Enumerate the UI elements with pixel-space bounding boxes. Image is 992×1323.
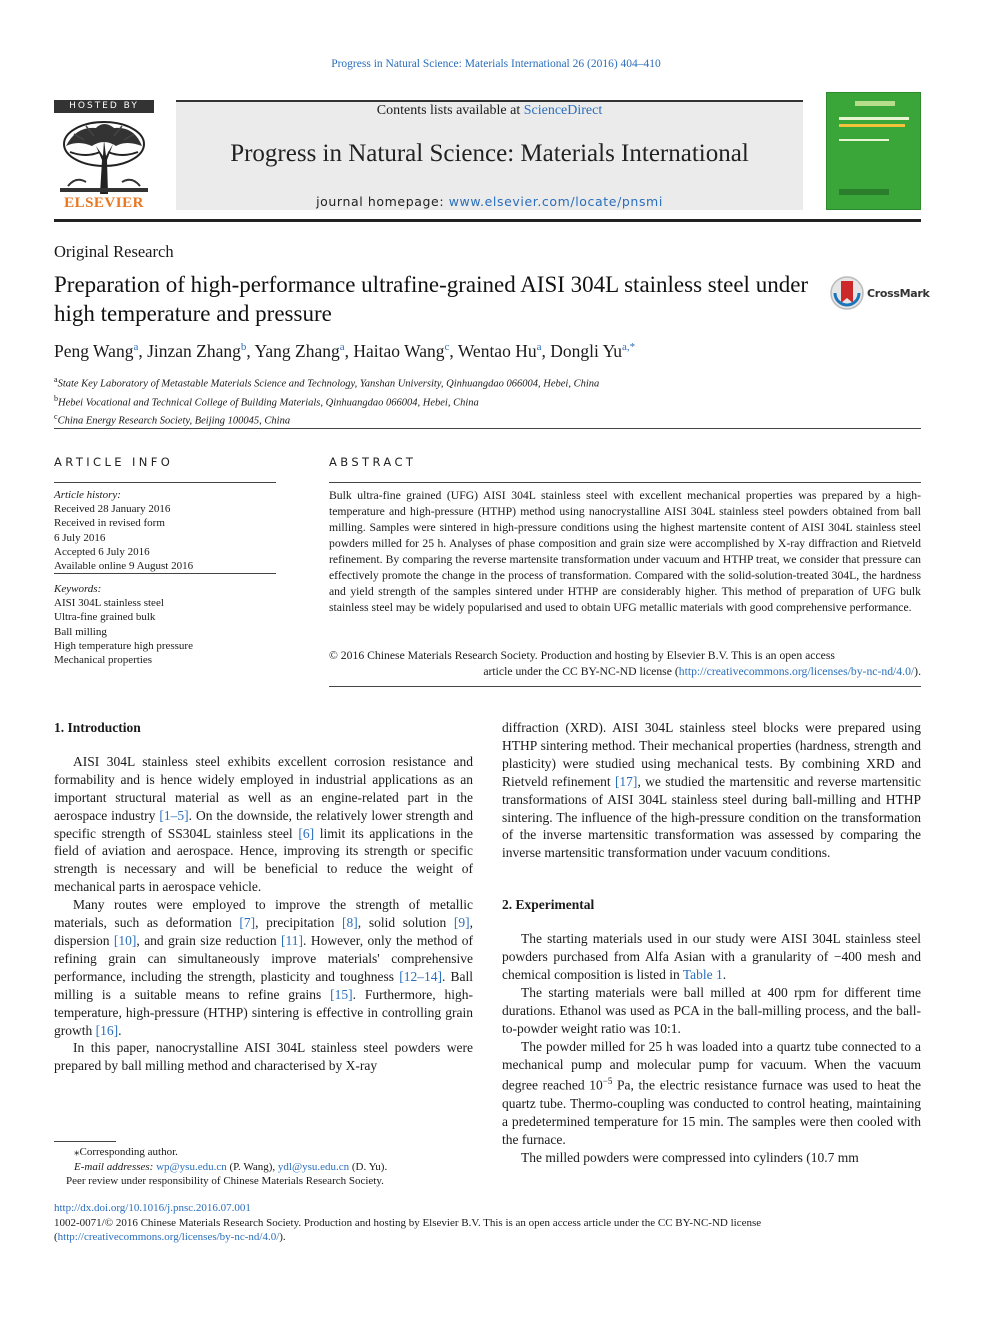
elsevier-tree-icon <box>56 116 152 194</box>
text-run: The starting materials were ball milled at 400 rpm for different time durations. Ethanol was used as PCA in the ball-milling process, and the ball-to-powder weight ratio was 10:1. <box>502 984 921 1036</box>
abstract-rule-top <box>329 482 921 483</box>
author-separator: , <box>344 341 354 361</box>
affiliation-marker: c <box>54 412 58 421</box>
text-run: Many routes were employed to improve the strength of metallic materials, such as deformation <box>54 897 473 931</box>
text-run: , we studied the martensitic and reverse martensitic transformations of AISI 304L stainless steel during ball-milling and HTHP sintering. The influence of the high-pressure condition on the transformation of the inverse martensitic transformation was assessed by comparing the inverse martensitic transformation under vacuum conditions. <box>502 773 921 861</box>
keyword-item: Mechanical properties <box>54 654 153 667</box>
issn-line: 1002-0071/© 2016 Chinese Materials Research Society. Production and hosting by Elsevier B.V. This is an open access article under the CC BY-NC-ND license <box>54 1216 762 1229</box>
license-link[interactable]: http://creativecommons.org/licenses/by-nc-nd/4.0/ <box>678 665 915 678</box>
introduction-heading: 1. Introduction <box>54 720 141 735</box>
text-run: . Ball milling is a suitable means to refine grains <box>54 968 474 1002</box>
affiliation-marker: b <box>54 393 58 403</box>
history-list <box>54 502 276 573</box>
text-run: , solid solution <box>357 915 454 931</box>
history-item: Received 28 January 2016 <box>54 503 171 516</box>
bottom-license-open: ( <box>54 1231 58 1243</box>
citation-link[interactable]: [11] <box>281 932 304 948</box>
author-name[interactable]: Yang Zhang <box>254 341 340 361</box>
text-run: The milled powders were compressed into cylinders (10.7 mm <box>521 1149 859 1165</box>
citation-link[interactable]: Table 1 <box>682 966 723 982</box>
intro-paragraph-3-continued <box>502 719 921 862</box>
affiliation-text: Hebei Vocational and Technical College of Building Materials, Qinhuangdao 066004, Hebei, China <box>58 397 479 408</box>
author-name[interactable]: Haitao Wang <box>353 341 445 361</box>
author-affiliation-marker[interactable]: a <box>339 341 345 354</box>
affiliations <box>54 373 599 429</box>
history-item: 6 July 2016 <box>54 531 106 544</box>
copyright-line-1: © 2016 Chinese Materials Research Society. Production and hosting by Elsevier B.V. This is an open access <box>329 649 835 662</box>
corresponding-author-note: ⁎Corresponding author. <box>74 1146 178 1158</box>
author-separator: , <box>541 341 551 361</box>
elsevier-wordmark: ELSEVIER <box>64 195 144 211</box>
text-run: . <box>722 966 727 982</box>
article-info-heading: ARTICLE INFO <box>54 455 174 469</box>
citation-link[interactable]: [12–14] <box>399 968 442 984</box>
journal-cover-thumbnail[interactable] <box>826 92 921 210</box>
experimental-heading: 2. Experimental <box>502 897 595 913</box>
info-rule-top <box>54 482 276 483</box>
article-type: Original Research <box>54 242 174 261</box>
abstract-text: Bulk ultra-fine grained (UFG) AISI 304L stainless steel with excellent mechanical properties was prepared by a high-temperature and high-pressure (HTHP) method using nanocrystalline AISI 304L stainless steel powders obtained from ball milling. Samples were sintered in high-pressure conditions using the highest martensite content of AISI 304L stainless steel powders milled for 25 h. Analyses of phase composition and grain size were accomplished by X-ray diffraction and Rietveld refinement. By comparing the reverse martensite transformation under vacuum and HTHP treat, we consider that pressure can effectively promote the change in the process of transformation. Compared with the solid-solution-treated 304L, the hardness and yield strength of the samples sintered under HTHP are considerably higher. This method of preparation of UFG bulk stainless steel may be widely popularised and used to obtain UFG metallic materials with good comprehensive performance. <box>329 489 921 614</box>
keyword-item: AISI 304L stainless steel <box>54 597 164 610</box>
abstract-heading: ABSTRACT <box>329 455 417 469</box>
exp-p3-exponent: −5 <box>602 1076 613 1087</box>
keyword-item: High temperature high pressure <box>54 639 193 652</box>
body-column-right <box>502 719 921 1166</box>
affiliation-item <box>54 392 599 411</box>
author-affiliation-marker[interactable]: a <box>536 341 542 354</box>
homepage-line <box>176 194 803 209</box>
homepage-link[interactable]: www.elsevier.com/locate/pnsmi <box>448 194 663 209</box>
text-run: , and grain size reduction <box>136 932 282 948</box>
footnotes <box>54 1145 473 1189</box>
text-run: AISI 304L stainless steel exhibits excellent corrosion resistance and formability and is hence widely employed in industrial applications as an important structural material as well as an engine-related part in the aerospace industry <box>54 753 473 823</box>
bottom-publication-info <box>54 1201 921 1245</box>
peer-review-note: Peer review under responsibility of Chinese Materials Research Society. <box>66 1175 384 1187</box>
history-label: Article history: <box>54 489 121 501</box>
author-name[interactable]: Jinzan Zhang <box>147 341 241 361</box>
citation-link[interactable]: [8] <box>342 915 358 931</box>
contents-line <box>176 103 803 119</box>
history-item: Received in revised form <box>54 517 165 530</box>
text-run: diffraction (XRD). AISI 304L stainless steel blocks were prepared using HTHP sintering method. Their mechanical properties (hardness, strength and plasticity) were studied using mechanical tests. By combining XRD and Rietveld refinement <box>502 720 921 789</box>
citation-link[interactable]: [15] <box>330 986 353 1002</box>
text-run: , dispersion <box>54 915 473 948</box>
citation-link[interactable]: [16] <box>95 1022 119 1038</box>
experimental-paragraph-1 <box>502 930 921 984</box>
journal-title: Progress in Natural Science: Materials International <box>230 140 749 167</box>
affiliation-text: China Energy Research Society, Beijing 100045, China <box>57 415 291 427</box>
affiliation-item <box>54 373 599 392</box>
elsevier-logo[interactable] <box>54 100 154 212</box>
text-run: The starting materials used in our study were AISI 304L stainless steel powders purchased from Alfa Asian with a granularity of −400 mesh and chemical composition is listed in <box>502 931 921 982</box>
text-run: . On the downside, the relatively lower strength and specific strength of SS304L stainless steel <box>54 807 473 841</box>
bottom-license-link[interactable]: http://creativecommons.org/licenses/by-nc-nd/4.0/ <box>57 1231 280 1243</box>
copyright-line-2 <box>329 664 921 680</box>
affiliation-marker: a <box>54 375 58 384</box>
history-item: Available online 9 August 2016 <box>54 560 194 573</box>
crossmark-badge[interactable] <box>829 275 930 311</box>
author-name[interactable]: Wentao Hu <box>457 341 537 361</box>
contents-prefix: Contents lists available at <box>376 103 521 118</box>
hosted-by-label: HOSTED BY <box>54 100 154 113</box>
exp-p3-part-b: Pa, the electric resistance furnace was used to heat the quartz tube. Thermo-coupling was conducted to control heating, maintaining a predetermined temperature for 15 min. The samples were then cooled with the furnace. <box>502 1077 921 1147</box>
author-affiliation-marker[interactable]: a <box>133 341 139 354</box>
author-affiliation-marker[interactable]: a,* <box>622 341 636 354</box>
copyright-line-2-prefix: article under the CC BY-NC-ND license ( <box>483 665 679 678</box>
body-column-left <box>54 719 473 1075</box>
abstract-rule-bottom <box>329 686 921 687</box>
bottom-license-close: ). <box>279 1231 286 1243</box>
exp-p3-part-a: The powder milled for 25 h was loaded into a quartz tube connected to a mechanical pump and molecular pump for vacuum. When the vacuum degree reached 10 <box>502 1038 921 1093</box>
author-name[interactable]: Dongli Yu <box>550 341 623 361</box>
email-label: E-mail addresses: <box>74 1160 154 1173</box>
bottom-license <box>54 1230 921 1245</box>
intro-paragraph-3 <box>54 1039 473 1075</box>
citation-link[interactable]: [7] <box>239 915 256 931</box>
author-list <box>54 341 635 362</box>
citation-link[interactable]: [10] <box>113 932 137 948</box>
intro-paragraph-1 <box>54 753 473 896</box>
email-yu-who: (D. Yu). <box>349 1160 388 1173</box>
email-link-wang[interactable]: wp@ysu.edu.cn <box>156 1160 227 1173</box>
citation-link[interactable]: [1–5] <box>159 807 189 823</box>
intro-paragraph-2 <box>54 896 473 1039</box>
article-title: Preparation of high-performance ultrafine-grained AISI 304L stainless steel under high temperature and pressure <box>54 272 809 326</box>
citation-link[interactable]: [17] <box>614 773 638 789</box>
doi-link[interactable]: http://dx.doi.org/10.1016/j.pnsc.2016.07.001 <box>54 1202 251 1214</box>
keywords <box>54 582 276 667</box>
keyword-item: Ultra-fine grained bulk <box>54 611 156 624</box>
author-affiliation-marker[interactable]: c <box>444 341 450 354</box>
text-run: , precipitation <box>255 915 343 931</box>
article-history <box>54 488 276 573</box>
author-affiliation-marker[interactable]: b <box>240 341 247 354</box>
keyword-list <box>54 596 276 667</box>
email-link-yu[interactable]: ydl@ysu.edu.cn <box>277 1160 350 1173</box>
affiliation-text: State Key Laboratory of Metastable Materials Science and Technology, Yanshan University, Qinhuangdao 066004, Hebei, China <box>57 378 600 390</box>
author-separator: , <box>246 341 255 361</box>
email-wang-who: (P. Wang), <box>226 1160 278 1173</box>
affiliation-rule <box>54 428 921 429</box>
abstract-copyright <box>329 648 921 680</box>
experimental-paragraph-2 <box>502 984 921 1038</box>
homepage-prefix: journal homepage: <box>316 194 445 209</box>
email-addresses <box>54 1160 473 1175</box>
journal-reference[interactable]: Progress in Natural Science: Materials International 26 (2016) 404–410 <box>331 58 661 70</box>
text-run: limit its applications in the field of aviation and aerospace. Hence, improving its strength or specific strength is necessary and will be beneficial to reduce the weight of mechanical parts in aerospace vehicle. <box>54 825 473 895</box>
author-separator: , <box>138 341 148 361</box>
keywords-label: Keywords: <box>54 583 102 595</box>
copyright-line-2-suffix: ). <box>914 665 921 678</box>
author-name[interactable]: Peng Wang <box>54 341 134 361</box>
journal-masthead <box>176 100 803 210</box>
experimental-paragraph-3 <box>502 1038 921 1149</box>
keyword-item: Ball milling <box>54 625 107 638</box>
text-run: . <box>118 1022 122 1038</box>
footnote-rule <box>54 1141 116 1142</box>
citation-link[interactable]: [6] <box>298 825 315 841</box>
crossmark-label: CrossMark <box>867 287 930 300</box>
text-run: . Furthermore, high-temperature, high-pressure (HTHP) sintering is effective in controlling grain growth <box>54 986 473 1038</box>
text-run: . However, only the method of refining grain can simultaneously improve materials' comprehensive performance, including the strength, plasticity and toughness <box>54 932 473 984</box>
citation-link[interactable]: [9] <box>453 915 470 931</box>
sciencedirect-link[interactable]: ScienceDirect <box>523 103 603 118</box>
affiliation-item <box>54 410 599 429</box>
experimental-paragraph-4 <box>502 1149 921 1167</box>
author-separator: , <box>449 341 458 361</box>
crossmark-icon <box>829 275 865 311</box>
masthead-rule <box>54 219 921 222</box>
history-item: Accepted 6 July 2016 <box>54 545 150 558</box>
text-run: In this paper, nanocrystalline AISI 304L stainless steel powders were prepared by ball milling method and characterised by X-ray <box>54 1040 473 1074</box>
